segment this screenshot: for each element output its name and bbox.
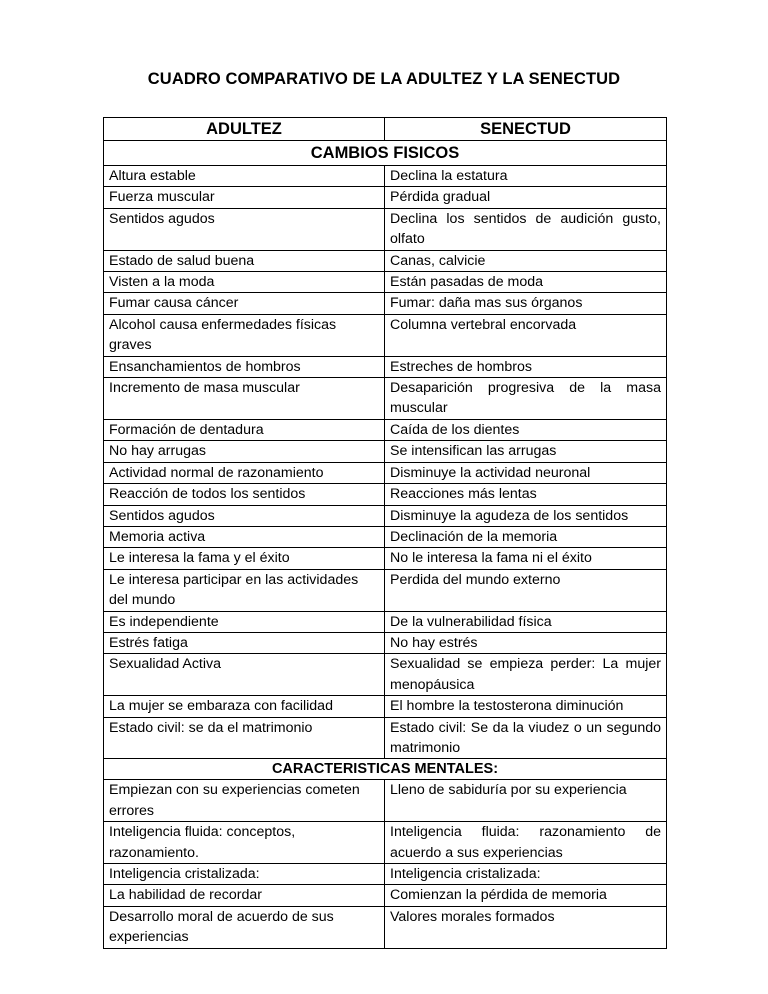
table-row xyxy=(104,885,667,906)
senectud-cell: Declina la estatura xyxy=(385,166,667,187)
section-title: CARACTERISTICAS MENTALES: xyxy=(104,759,667,780)
senectud-cell: Inteligencia cristalizada: xyxy=(385,864,667,885)
adultez-cell: No hay arrugas xyxy=(104,441,385,462)
adultez-cell: Le interesa participar en las actividades del mundo xyxy=(104,569,385,611)
adultez-cell: Sexualidad Activa xyxy=(104,654,385,696)
senectud-cell: Pérdida gradual xyxy=(385,187,667,208)
column-header-adultez: ADULTEZ xyxy=(104,118,385,141)
adultez-cell: Formación de dentadura xyxy=(104,419,385,440)
adultez-cell: Es independiente xyxy=(104,611,385,632)
senectud-cell: El hombre la testosterona diminución xyxy=(385,696,667,717)
table-row xyxy=(104,462,667,483)
senectud-cell: Desaparición progresiva de la masa muscular xyxy=(385,378,667,420)
senectud-cell: Reacciones más lentas xyxy=(385,484,667,505)
adultez-cell: Sentidos agudos xyxy=(104,505,385,526)
table-row xyxy=(104,548,667,569)
adultez-cell: Le interesa la fama y el éxito xyxy=(104,548,385,569)
adultez-cell: Estado de salud buena xyxy=(104,250,385,271)
comparison-table xyxy=(103,117,667,949)
adultez-cell: Inteligencia cristalizada: xyxy=(104,864,385,885)
table-row xyxy=(104,822,667,864)
table-body xyxy=(104,141,667,949)
senectud-cell: Declinación de la memoria xyxy=(385,526,667,547)
table-row xyxy=(104,166,667,187)
section-title: CAMBIOS FISICOS xyxy=(104,141,667,166)
table-row xyxy=(104,419,667,440)
adultez-cell: Fuerza muscular xyxy=(104,187,385,208)
senectud-cell: Caída de los dientes xyxy=(385,419,667,440)
column-header-senectud: SENECTUD xyxy=(385,118,667,141)
table-row xyxy=(104,569,667,611)
senectud-cell: Se intensifican las arrugas xyxy=(385,441,667,462)
senectud-cell: No hay estrés xyxy=(385,632,667,653)
senectud-cell: Columna vertebral encorvada xyxy=(385,314,667,356)
senectud-cell: No le interesa la fama ni el éxito xyxy=(385,548,667,569)
table-row xyxy=(104,378,667,420)
table-row xyxy=(104,632,667,653)
document-title: CUADRO COMPARATIVO DE LA ADULTEZ Y LA SENECTUD xyxy=(147,70,621,88)
adultez-cell: Inteligencia fluida: conceptos, razonamiento. xyxy=(104,822,385,864)
adultez-cell: Alcohol causa enfermedades físicas graves xyxy=(104,314,385,356)
adultez-cell: Ensanchamientos de hombros xyxy=(104,356,385,377)
senectud-cell: Declina los sentidos de audición gusto, olfato xyxy=(385,208,667,250)
table-row xyxy=(104,356,667,377)
adultez-cell: Actividad normal de razonamiento xyxy=(104,462,385,483)
senectud-cell: Estado civil: Se da la viudez o un segundo matrimonio xyxy=(385,717,667,759)
table-row xyxy=(104,906,667,948)
adultez-cell: La habilidad de recordar xyxy=(104,885,385,906)
adultez-cell: Memoria activa xyxy=(104,526,385,547)
table-row xyxy=(104,314,667,356)
senectud-cell: Sexualidad se empieza perder: La mujer menopáusica xyxy=(385,654,667,696)
adultez-cell: Desarrollo moral de acuerdo de sus experiencias xyxy=(104,906,385,948)
table-row xyxy=(104,654,667,696)
senectud-cell: Fumar: daña mas sus órganos xyxy=(385,293,667,314)
table-row xyxy=(104,441,667,462)
senectud-cell: Inteligencia fluida: razonamiento de acuerdo a sus experiencias xyxy=(385,822,667,864)
adultez-cell: Sentidos agudos xyxy=(104,208,385,250)
table-row xyxy=(104,293,667,314)
adultez-cell: Fumar causa cáncer xyxy=(104,293,385,314)
section-header-row xyxy=(104,759,667,780)
senectud-cell: Valores morales formados xyxy=(385,906,667,948)
senectud-cell: De la vulnerabilidad física xyxy=(385,611,667,632)
table-row xyxy=(104,717,667,759)
section-header-row xyxy=(104,141,667,166)
table-row xyxy=(104,780,667,822)
table-row xyxy=(104,526,667,547)
table-row xyxy=(104,484,667,505)
adultez-cell: Altura estable xyxy=(104,166,385,187)
adultez-cell: Estrés fatiga xyxy=(104,632,385,653)
senectud-cell: Disminuye la actividad neuronal xyxy=(385,462,667,483)
table-row xyxy=(104,208,667,250)
table-row xyxy=(104,505,667,526)
senectud-cell: Comienzan la pérdida de memoria xyxy=(385,885,667,906)
table-row xyxy=(104,696,667,717)
adultez-cell: La mujer se embaraza con facilidad xyxy=(104,696,385,717)
adultez-cell: Estado civil: se da el matrimonio xyxy=(104,717,385,759)
adultez-cell: Visten a la moda xyxy=(104,272,385,293)
senectud-cell: Lleno de sabiduría por su experiencia xyxy=(385,780,667,822)
adultez-cell: Empiezan con su experiencias cometen errores xyxy=(104,780,385,822)
senectud-cell: Disminuye la agudeza de los sentidos xyxy=(385,505,667,526)
adultez-cell: Reacción de todos los sentidos xyxy=(104,484,385,505)
table-row xyxy=(104,272,667,293)
senectud-cell: Perdida del mundo externo xyxy=(385,569,667,611)
senectud-cell: Están pasadas de moda xyxy=(385,272,667,293)
table-row xyxy=(104,864,667,885)
table-header-row xyxy=(104,118,667,141)
table-row xyxy=(104,187,667,208)
table-row xyxy=(104,611,667,632)
senectud-cell: Estreches de hombros xyxy=(385,356,667,377)
adultez-cell: Incremento de masa muscular xyxy=(104,378,385,420)
senectud-cell: Canas, calvicie xyxy=(385,250,667,271)
table-row xyxy=(104,250,667,271)
